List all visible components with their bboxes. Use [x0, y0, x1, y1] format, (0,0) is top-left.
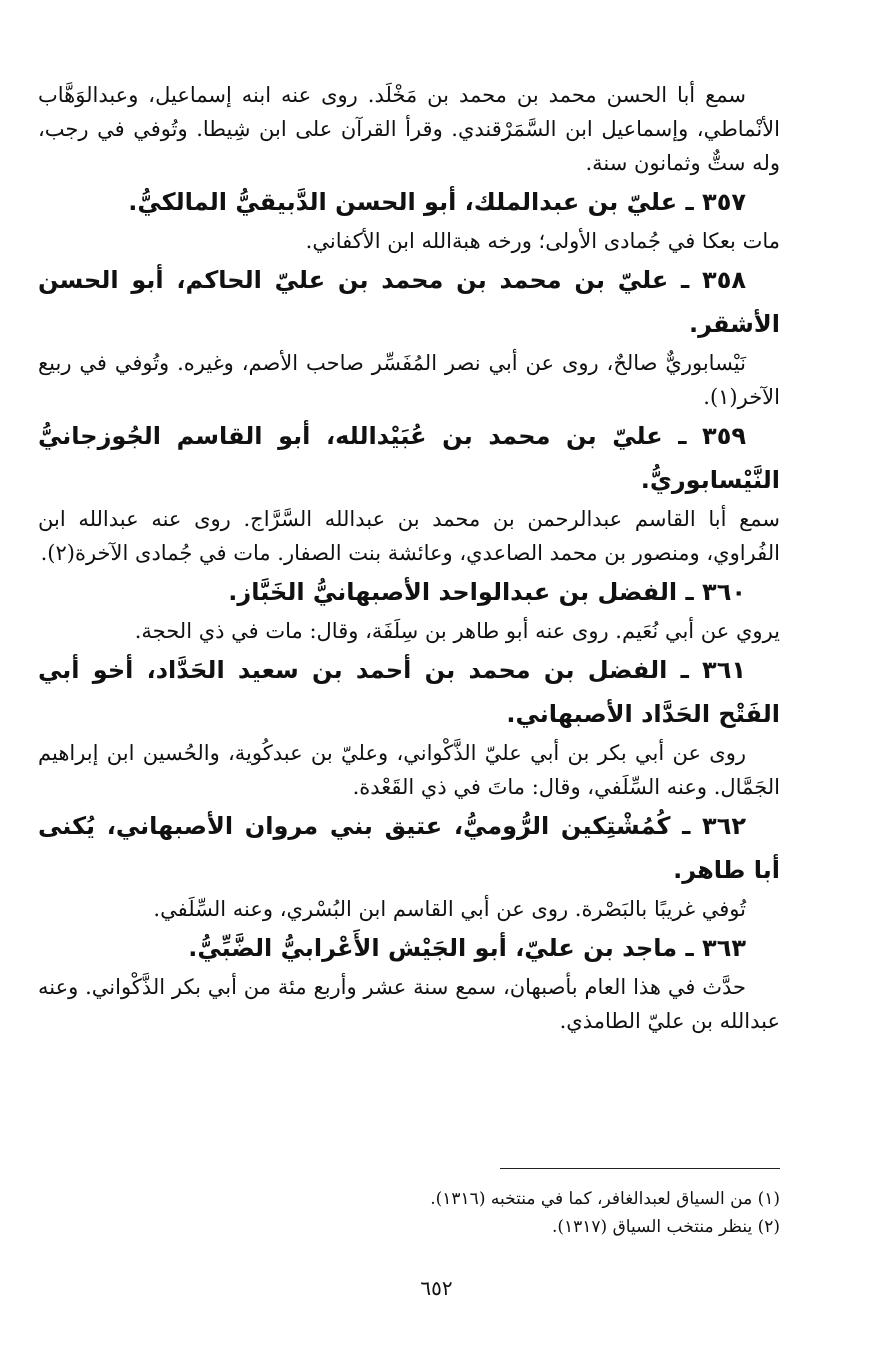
paragraph: سمع أبا الحسن محمد بن محمد بن مَخْلَد. روى عنه ابنه إسماعيل، وعبدالوَهَّاب الأنْماطي، وإسماعيل ابن السَّمَرْقندي. وقرأ القرآن على ابن شِيطا. وتُوفي في رجب، وله ستٌّ وثمانون سنة. — [38, 83, 780, 175]
entry-heading-358: ٣٥٨ ـ عليّ بن محمد بن محمد بن عليّ الحاكم، أبو الحسن الأشقر. — [38, 266, 780, 338]
paragraph: روى عن أبي بكر بن أبي عليّ الذَّكْواني، وعليّ بن عبدكُوية، والحُسين ابن إبراهيم الجَمَّال. وعنه السِّلَفي، وقال: ماتَ في ذي القَعْدة. — [38, 741, 780, 799]
paragraph: يروي عن أبي نُعَيم. روى عنه أبو طاهر بن سِلَفَة، وقال: مات في ذي الحجة. — [134, 619, 780, 643]
paragraph: سمع أبا القاسم عبدالرحمن بن محمد بن عبدالله السَّرَّاج. روى عنه عبدالله ابن الفُراوي، ومنصور بن محمد الصاعدي، وعائشة بنت الصفار. مات في جُمادى الآخرة(٢). — [38, 507, 780, 565]
page-body — [38, 78, 780, 1038]
footnote-divider — [500, 1168, 780, 1169]
footnotes — [38, 1185, 780, 1241]
entry-heading-361: ٣٦١ ـ الفضل بن محمد بن أحمد بن سعيد الحَدَّاد، أخو أبي الفَتْح الحَدَّاد الأصبهاني. — [38, 656, 780, 728]
entry-heading-362: ٣٦٢ ـ كُمُشْتِكين الرُّوميُّ، عتيق بني مروان الأصبهاني، يُكنى أبا طاهر. — [38, 812, 780, 884]
paragraph: نَيْسابوريٌّ صالحٌ، روى عن أبي نصر المُفَسِّر صاحب الأصم، وغيره. وتُوفي في ربيع الآخر(١). — [38, 351, 780, 409]
footnote-2: (٢) ينظر منتخب السياق (١٣١٧). — [551, 1217, 780, 1237]
entry-heading-360: ٣٦٠ ـ الفضل بن عبدالواحد الأصبهانيُّ الخَبَّاز. — [228, 578, 746, 606]
paragraph: تُوفي غريبًا بالبَصْرة. روى عن أبي القاسم ابن البُسْري، وعنه السِّلَفي. — [153, 897, 746, 921]
entry-heading-363: ٣٦٣ ـ ماجد بن عليّ، أبو الجَيْش الأَعْرابيُّ الضَّبِّيُّ. — [188, 934, 746, 962]
paragraph: حدَّث في هذا العام بأصبهان، سمع سنة عشر وأربع مئة من أبي بكر الذَّكْواني. وعنه عبدالله بن عليّ الطامذي. — [38, 975, 780, 1033]
entry-heading-357: ٣٥٧ ـ عليّ بن عبدالملك، أبو الحسن الدَّبيقيُّ المالكيُّ. — [128, 188, 746, 216]
footnote-1: (١) من السياق لعبدالغافر، كما في منتخبه (١٣١٦). — [430, 1189, 780, 1209]
entry-heading-359: ٣٥٩ ـ عليّ بن محمد بن عُبَيْدالله، أبو القاسم الجُوزجانيُّ النَّيْسابوريُّ. — [38, 422, 780, 494]
paragraph: مات بعكا في جُمادى الأولى؛ ورخه هبةالله ابن الأكفاني. — [305, 229, 780, 253]
page-number: ٦٥٢ — [420, 1276, 453, 1300]
